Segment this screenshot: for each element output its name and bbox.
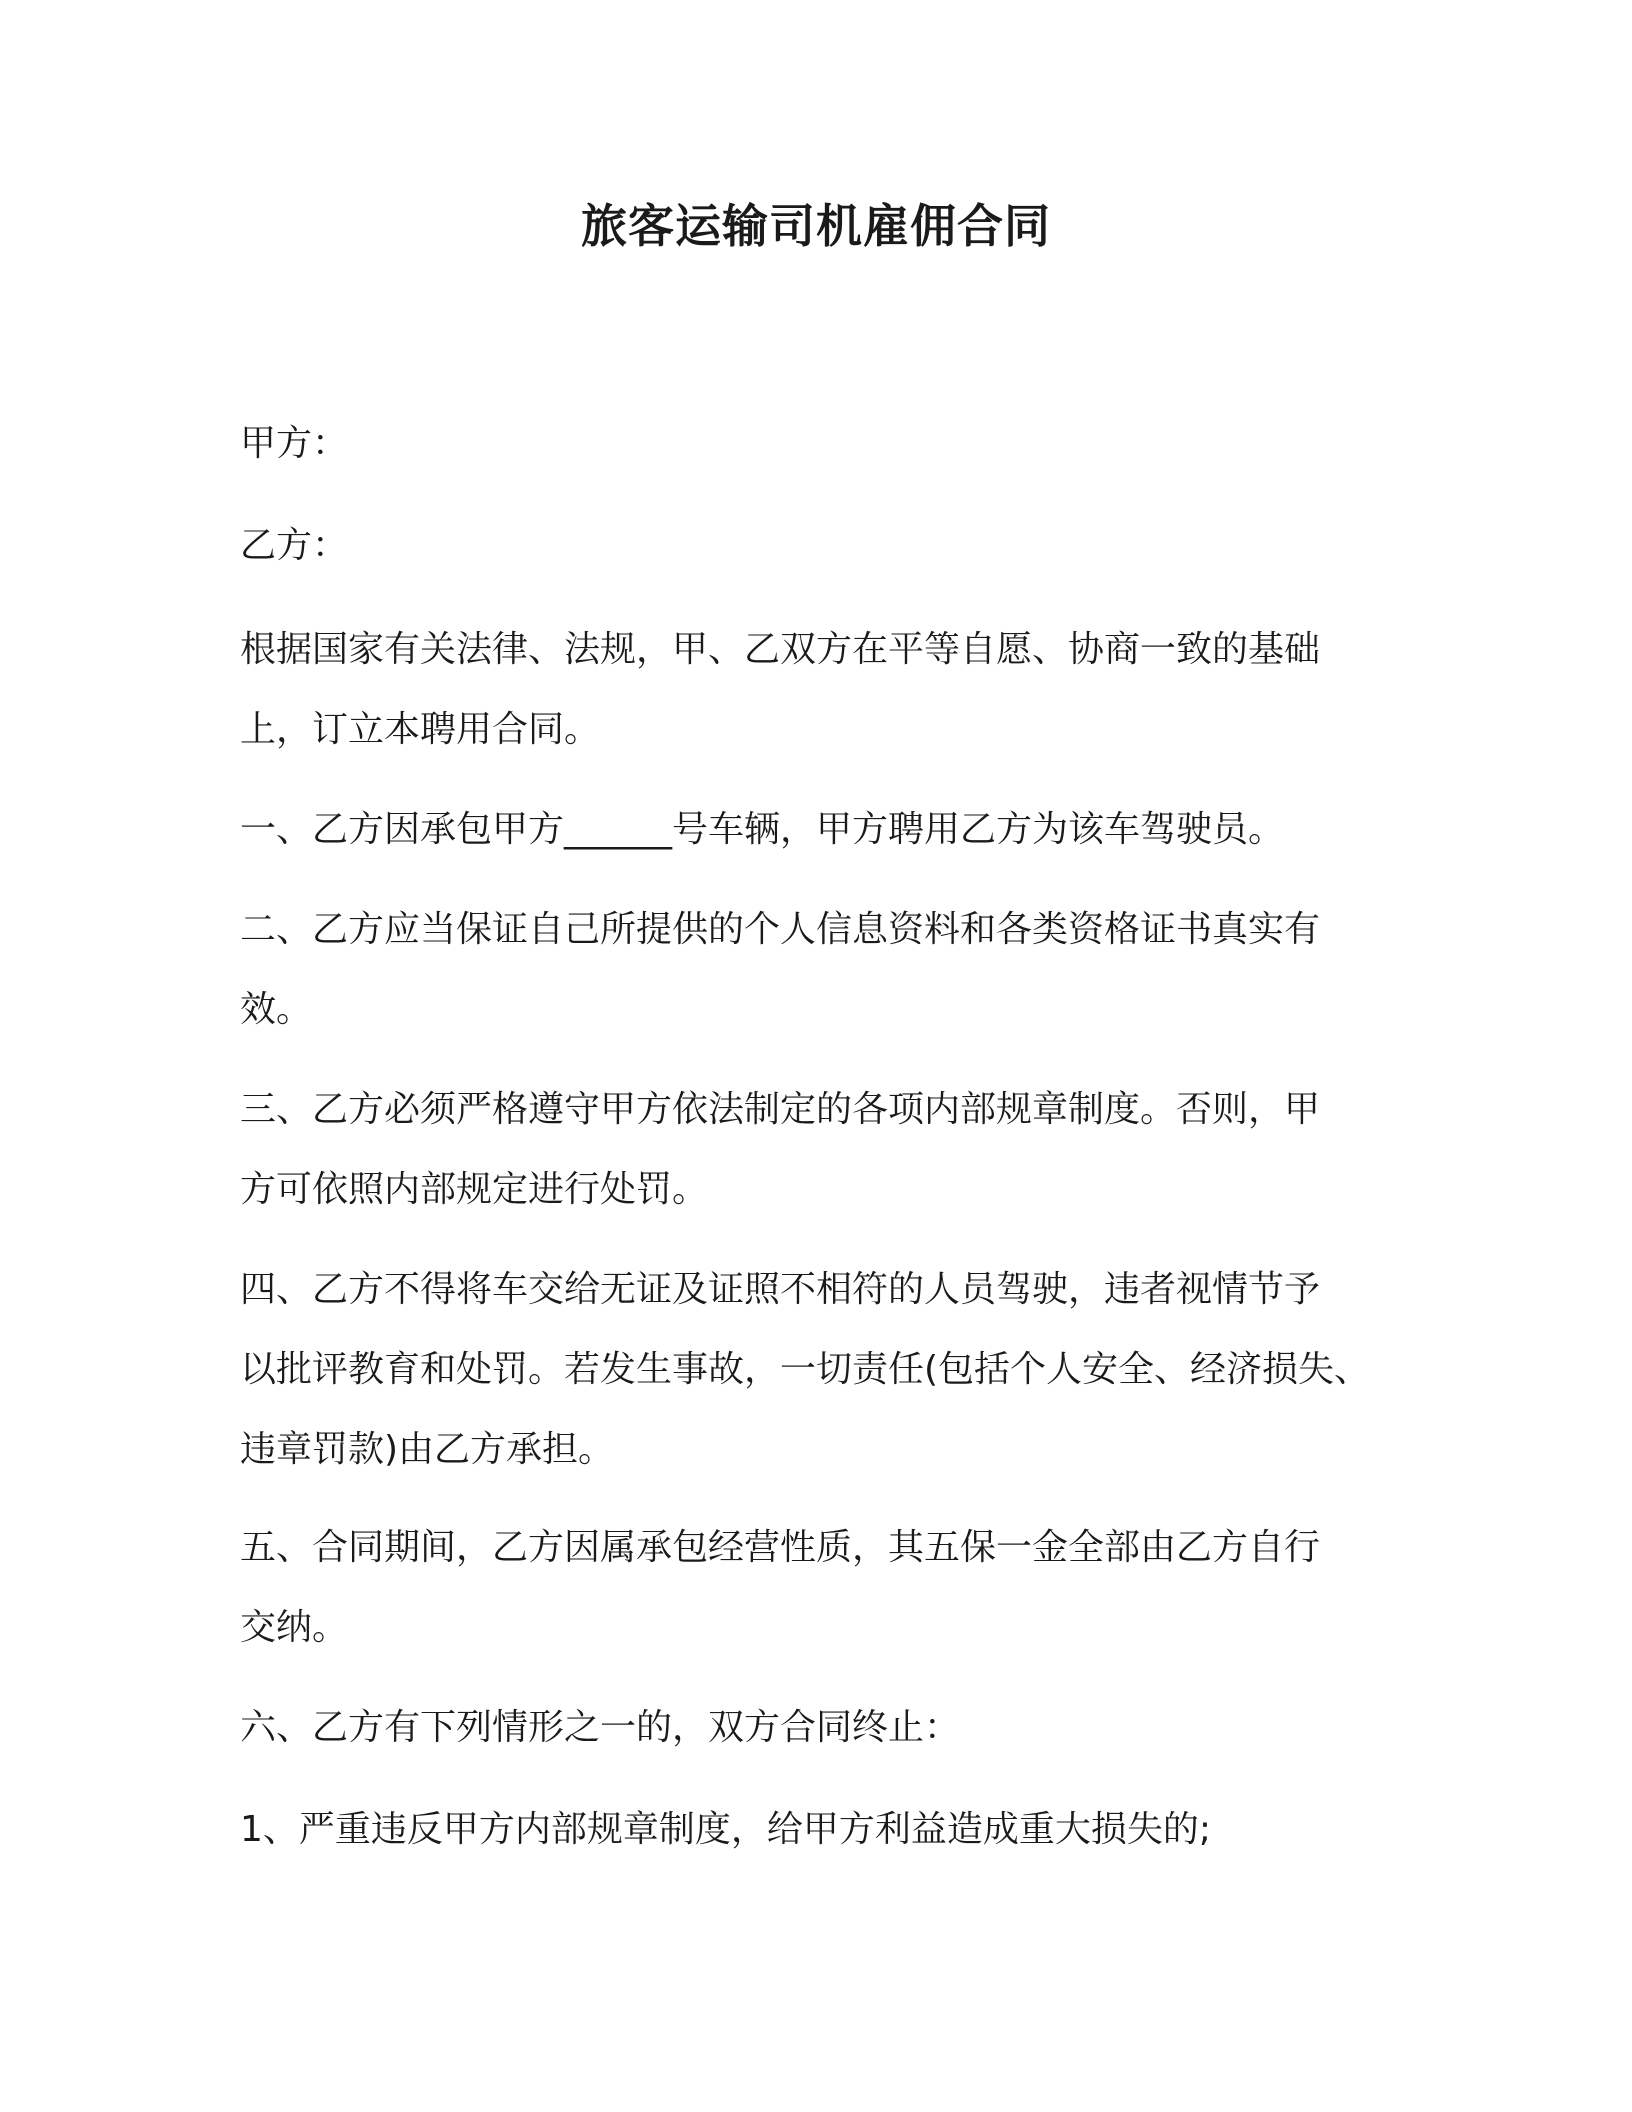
clause-4 (240, 1250, 1410, 1490)
document-title: 旅客运输司机雇佣合同 (581, 199, 1051, 253)
clause-4-line-2: 以批评教育和处罚。若发生事故，一切责任(包括个人安全、经济损失、 (240, 1349, 1371, 1390)
party-b-line (240, 506, 1410, 586)
clause-6-line-1: 六、乙方有下列情形之一的，双方合同终止： (240, 1707, 961, 1748)
intro-paragraph (240, 610, 1410, 770)
party-b-label: 乙方： (240, 525, 349, 566)
clause-6 (240, 1688, 1410, 1768)
item-1-line-1: 1、严重违反甲方内部规章制度，给甲方利益造成重大损失的; (240, 1809, 1212, 1850)
clause-1 (240, 790, 1410, 870)
clause-2 (240, 890, 1410, 1050)
intro-line-2: 上，订立本聘用合同。 (240, 709, 601, 750)
party-a-line (240, 404, 1410, 484)
clause-2-line-1: 二、乙方应当保证自己所提供的个人信息资料和各类资格证书真实有 (240, 909, 1321, 950)
clause-1-line-1: 一、乙方因承包甲方______号车辆，甲方聘用乙方为该车驾驶员。 (240, 809, 1285, 850)
clause-3-line-2: 方可依照内部规定进行处罚。 (240, 1169, 709, 1210)
clause-4-line-1: 四、乙方不得将车交给无证及证照不相符的人员驾驶，违者视情节予 (240, 1269, 1321, 1310)
clause-3 (240, 1070, 1410, 1230)
clause-5 (240, 1508, 1410, 1668)
clause-4-line-3: 违章罚款)由乙方承担。 (240, 1429, 615, 1470)
clause-2-line-2: 效。 (240, 989, 313, 1030)
party-a-label: 甲方： (240, 423, 349, 464)
clause-5-line-1: 五、合同期间，乙方因属承包经营性质，其五保一金全部由乙方自行 (240, 1527, 1321, 1568)
clause-3-line-1: 三、乙方必须严格遵守甲方依法制定的各项内部规章制度。否则，甲 (240, 1089, 1321, 1130)
clause-5-line-2: 交纳。 (240, 1607, 349, 1648)
intro-line-1: 根据国家有关法律、法规，甲、乙双方在平等自愿、协商一致的基础 (240, 629, 1321, 670)
item-1 (240, 1790, 1410, 1870)
